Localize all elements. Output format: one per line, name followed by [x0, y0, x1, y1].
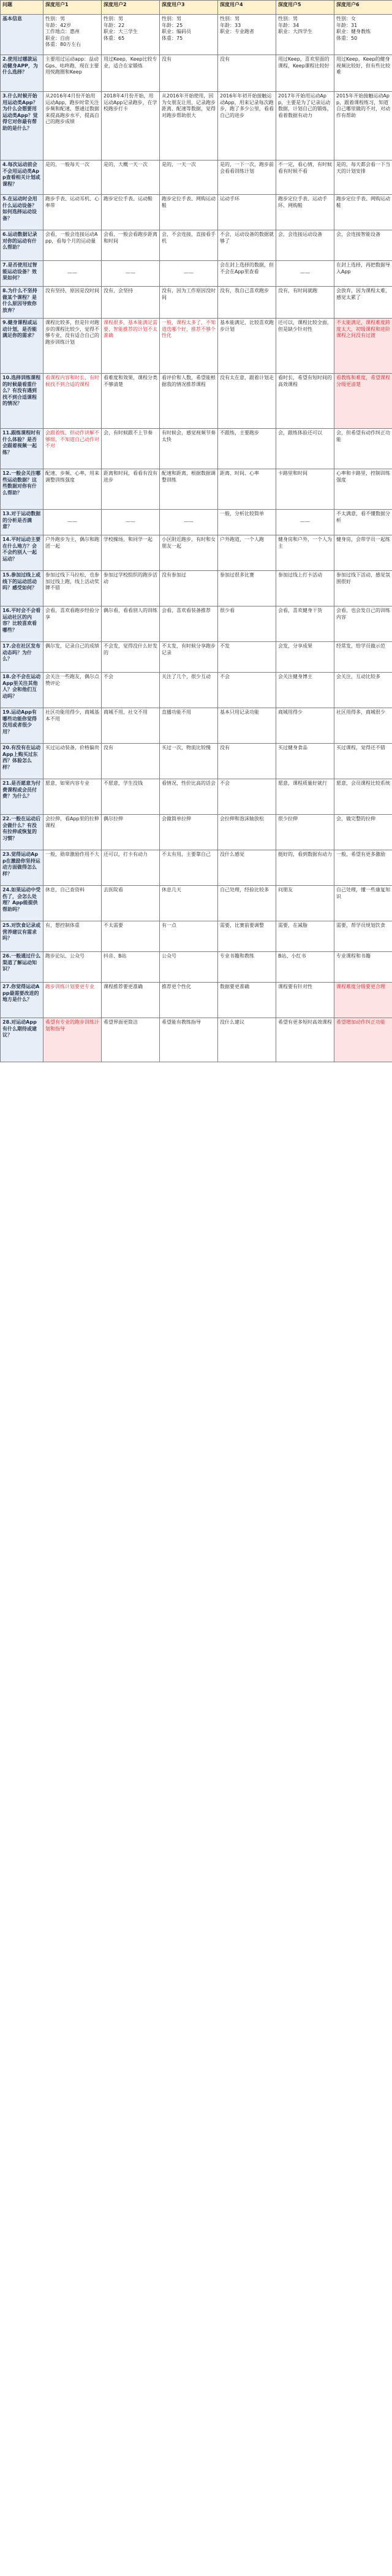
answer-cell-user2: 会看，一般会看跑步距离和时间 [102, 230, 160, 261]
answer-cell-user5: 会，跟练体验还可以 [276, 429, 334, 469]
answer-cell-user2: 商城不用，社交不用 [102, 708, 160, 744]
table-row [1, 261, 392, 287]
answer-cell-user2: 不会 [102, 673, 160, 708]
answer-cell-user2: 性别：男 年龄：22 职业：大三学生 体重：65 [102, 15, 160, 55]
table-row [1, 469, 392, 510]
answer-cell-user1: 跑步手表、运动耳机、心率带 [43, 195, 102, 230]
header-cell-user2: 深度用户2 [102, 1, 160, 15]
table-row [1, 673, 392, 708]
answer-cell-user6: 性别：女 年龄：31 职业：健身教练 体重：50 [334, 15, 392, 55]
answer-cell-user3: 推荐更个性化 [160, 983, 218, 1018]
answer-cell-user4: 没什么建议 [218, 1018, 276, 1062]
answer-cell-user4: 需要，比赛前要调整 [218, 921, 276, 952]
question-cell: 18.会不会在运动App里关注其他人？会和他们互动吗？ [1, 673, 43, 708]
answer-cell-user2: 不会发，觉得没什么好发的 [102, 642, 160, 673]
table-row [1, 319, 392, 374]
answer-cell-user4: 户外跑道，一个人跑 [218, 535, 276, 571]
answer-cell-user2: 去医院看 [102, 886, 160, 921]
answer-cell-user5: —— [276, 261, 334, 287]
answer-cell-user6: 社区用得多，商城很少 [334, 708, 392, 744]
answer-cell-user1: 会看，喜欢看跑步经验分享 [43, 606, 102, 642]
answer-cell-user5: 卡路里和时间 [276, 469, 334, 510]
answer-cell-user4: 专业书籍和教练 [218, 952, 276, 983]
table-row [1, 708, 392, 744]
answer-cell-user3: 配速和距离，根据数据调整训练 [160, 469, 218, 510]
answer-cell-user3: 会做简单拉伸 [160, 815, 218, 850]
answer-cell-user3: 关注了几个，很少互动 [160, 673, 218, 708]
table-row [1, 287, 392, 319]
question-cell: 23.觉得运动App在激励你坚持运动方面做得怎么样？ [1, 850, 43, 886]
answer-cell-user3: 希望能有教练指导 [160, 1018, 218, 1062]
answer-cell-user3: 跑步定位手表、网购运动鞋 [160, 195, 218, 230]
answer-cell-user1: 会拉伸，看App里的拉伸课程 [43, 815, 102, 850]
question-cell: 12.一般会关注哪些运动数据？这些数据对你有什么帮助？ [1, 469, 43, 510]
answer-cell-user1: 参加过线下马拉松，也参加过线上跑，线上活动奖牌不错 [43, 571, 102, 606]
answer-cell-user4: 运动手环 [218, 195, 276, 230]
answer-cell-user6: 心率和卡路里，控制训练强度 [334, 469, 392, 510]
table-row [1, 850, 392, 886]
question-cell: 19.运动App有哪些功能你觉得没用或者很少用？ [1, 708, 43, 744]
answer-cell-user6: 希望增加动作纠正功能 [334, 1018, 392, 1062]
answer-cell-user3: 性别：男 年龄：25 职业：编码员 体重：75 [160, 15, 218, 55]
answer-cell-user1: —— [43, 261, 102, 287]
table-row [1, 161, 392, 195]
answer-cell-user1: 偶尔发，记录自己的成绩 [43, 642, 102, 673]
answer-cell-user4: 会在封上选择的数据，但不会在App里查看 [218, 261, 276, 287]
table-row [1, 230, 392, 261]
answer-cell-user4: 很少看 [218, 606, 276, 642]
answer-cell-user3: 不太有用，主要靠自己 [160, 850, 218, 886]
table-row [1, 606, 392, 642]
answer-cell-user3: 有一点 [160, 921, 218, 952]
table-row [1, 374, 392, 429]
answer-cell-user6: 健身房，会带学员一起练 [334, 535, 392, 571]
question-cell: 5.在运动时会用什么运动设备？如何选择运动设备？ [1, 195, 43, 230]
question-cell: 14.平时运动主要在什么地方？会不会约别人一起运动？ [1, 535, 43, 571]
question-cell: 16.平时会不会看运动社区的内容？比较喜欢看哪些？ [1, 606, 43, 642]
answer-cell-user2: 会，有时候跟不上节奏 [102, 429, 160, 469]
answer-cell-user5: 会，会连接运动设备 [276, 230, 334, 261]
answer-cell-user2: 跑步定位手表、运动鞋 [102, 195, 160, 230]
answer-cell-user1: 配速、步频、心率，用来调整训练强度 [43, 469, 102, 510]
answer-cell-user2: 距离和时间，看看有没有进步 [102, 469, 160, 510]
answer-cell-user3: 没有参加过 [160, 571, 218, 606]
question-cell: 27.你觉得运动App最需要改进的地方是什么？ [1, 983, 43, 1018]
answer-cell-user2: 是的，大概一天一次 [102, 161, 160, 195]
question-cell: 2.使用过哪款运动健身APP，为什么选择？ [1, 55, 43, 92]
answer-cell-user6: 自己处理，懂一些康复知识 [334, 886, 392, 921]
answer-cell-user3: —— [160, 510, 218, 535]
answer-cell-user1: 一般，勋章激励作用不大 [43, 850, 102, 886]
answer-cell-user5: 问朋友 [276, 886, 334, 921]
answer-cell-user5: 课程要有针对性 [276, 983, 334, 1018]
answer-cell-user4: 一般，分析比较简单 [218, 510, 276, 535]
answer-cell-user2: 用过Keep，Keep比较专业，适合在家锻炼 [102, 55, 160, 92]
answer-cell-user6: 是的，每天都会看一下当天的计划安排 [334, 161, 392, 195]
answer-cell-user2: 不太需要 [102, 921, 160, 952]
answer-cell-user4: 2016年年初开始接触运动App，用来记录每次跑步，跑了多少公里，看看自己的进步 [218, 92, 276, 161]
answer-cell-user3: 一般，课程太多了，不知道选哪个好，推荐不够个性化 [160, 319, 218, 374]
answer-cell-user3: 没有，因为工作原因没时间 [160, 287, 218, 319]
answer-cell-user6: 会看，也会发自己的训练内容 [334, 606, 392, 642]
answer-cell-user2: 2018年4月份开始，用运动App记录跑步，在学校跑步打卡 [102, 92, 160, 161]
question-cell: 10.选择训练课程的时候最看重什么？有没有遇到找不到合适课程的情况？ [1, 374, 43, 429]
question-cell: 20.有没有在运动App上购买过东西？体验怎么样？ [1, 744, 43, 779]
header-cell-user1: 深度用户1 [43, 1, 102, 15]
answer-cell-user6: 在封上选择，再把数据导入App [334, 261, 392, 287]
answer-cell-user5: 没有，有时间就跑 [276, 287, 334, 319]
table-row [1, 642, 392, 673]
answer-cell-user1: 买过运动装备，价格偏贵 [43, 744, 102, 779]
table-row [1, 510, 392, 535]
answer-cell-user5: 不一定，看心情，有时候看有时候不看 [276, 161, 334, 195]
question-cell: 17.会在社区发布动态吗？为什么？ [1, 642, 43, 673]
question-cell: 24.如果运动中受伤了，会怎么处理？App能提供帮助吗？ [1, 886, 43, 921]
answer-cell-user5: B站、小红书 [276, 952, 334, 983]
answer-cell-user4: 没什么感觉 [218, 850, 276, 886]
table-row [1, 952, 392, 983]
answer-cell-user4: 不发 [218, 642, 276, 673]
answer-cell-user3: 买过一次，物流比较慢 [160, 744, 218, 779]
table-body [1, 1, 392, 1062]
answer-cell-user5: 会发，分享成果 [276, 642, 334, 673]
answer-cell-user4: 不跟练，主要跑步 [218, 429, 276, 469]
question-cell: 6.运动数据记录对你的运动有什么帮助？ [1, 230, 43, 261]
answer-cell-user5: —— [276, 510, 334, 535]
answer-cell-user2: 课程很多，基本能满足需要，智能推荐的计划不太准确 [102, 319, 160, 374]
header-cell-user4: 深度用户4 [218, 1, 276, 15]
answer-cell-user1: 性别：男 年龄：42岁 工作地点：惠州 职业：自由 体重：80万左右 [43, 15, 102, 55]
answer-cell-user5: 挺好的，看到数据有动力 [276, 850, 334, 886]
answer-cell-user3: 直播功能不用 [160, 708, 218, 744]
answer-cell-user6: 会，但希望有动作纠正功能 [334, 429, 392, 469]
question-cell: 8.为什么不坚持做某个课程？是什么原因导致你放弃？ [1, 287, 43, 319]
answer-cell-user5: 2017年开始用运动App，主要是为了记录运动数据，计划自己的锻炼，看着数据有动力 [276, 92, 334, 161]
answer-cell-user6: 会，会连接智能设备 [334, 230, 392, 261]
answer-cell-user5: 会关注健身博主 [276, 673, 334, 708]
answer-cell-user6: 需要，帮学员规划饮食 [334, 921, 392, 952]
header-cell-user5: 深度用户5 [276, 1, 334, 15]
answer-cell-user2: 还可以，打卡有动力 [102, 850, 160, 886]
answer-cell-user6: 买过课程，觉得还不错 [334, 744, 392, 779]
answer-cell-user2: —— [102, 510, 160, 535]
answer-cell-user4: 距离、时间、心率 [218, 469, 276, 510]
answer-cell-user1: 户外跑步为主，偶尔和跑团一起 [43, 535, 102, 571]
answer-cell-user1: 跑步训练计划要更专业 [43, 983, 102, 1018]
answer-cell-user4: 参加过很多比赛 [218, 571, 276, 606]
answer-cell-user2: 课程推荐要更准确 [102, 983, 160, 1018]
answer-cell-user2: 没有 [102, 744, 160, 779]
header-cell-question: 问题 [1, 1, 43, 15]
answer-cell-user2: 偶尔看，看看别人的训练 [102, 606, 160, 642]
answer-cell-user2: —— [102, 261, 160, 287]
question-cell: 9.健身课程或运动计划，是否能满足你的需求？ [1, 319, 43, 374]
question-cell: 28.对运动App有什么期待或建议？ [1, 1018, 43, 1062]
answer-cell-user6: 会关注，互动比较多 [334, 673, 392, 708]
answer-cell-user4: 没有太在意，跟着计划走 [218, 374, 276, 429]
table-row [1, 983, 392, 1018]
answer-cell-user1: 休息，自己查资料 [43, 886, 102, 921]
table-row [1, 1018, 392, 1062]
answer-cell-user3: 公众号 [160, 952, 218, 983]
answer-cell-user4: 是的，一下一次，跑步前会看看训练计划 [218, 161, 276, 195]
question-cell: 25.对饮食记录或营养建议有需求吗？ [1, 921, 43, 952]
table-row [1, 779, 392, 815]
answer-cell-user6: 看教练和难度，希望课程分级更清楚 [334, 374, 392, 429]
answer-cell-user6: 一般，希望有更多激励 [334, 850, 392, 886]
answer-cell-user3: 看评价和人数，希望能根据我的情况推荐课程 [160, 374, 218, 429]
answer-cell-user4: 基本能满足，比较喜欢跑步计划 [218, 319, 276, 374]
answer-cell-user1: 没有坚持，原因是没时间 [43, 287, 102, 319]
answer-cell-user4: 没有 [218, 744, 276, 779]
answer-cell-user2: 偶尔拉伸 [102, 815, 160, 850]
answer-cell-user5: 愿意，课程质量好就行 [276, 779, 334, 815]
answer-cell-user1: 主要用过运动app：益动Gps、咕咚跑，现在主要用悦跑圈和Keep [43, 55, 102, 92]
table-row [1, 55, 392, 92]
header-cell-user6: 深度用户6 [334, 1, 392, 15]
answer-cell-user5: 健身房和户外，一个人为主 [276, 535, 334, 571]
answer-cell-user1: 跑步论坛、公众号 [43, 952, 102, 983]
answer-cell-user6: 会，做完整的拉伸 [334, 815, 392, 850]
table-row [1, 571, 392, 606]
answer-cell-user1: 会关注一些跑友，偶尔点赞评论 [43, 673, 102, 708]
answer-cell-user4: 不会，运动设备的数据就够了 [218, 230, 276, 261]
answer-cell-user6: 跑步定位手表、网购运动鞋 [334, 195, 392, 230]
answer-cell-user4: 不会 [218, 673, 276, 708]
question-cell: 7.是否使用过智能运动设备？效果如何？ [1, 261, 43, 287]
answer-cell-user3: 看情况，性价比高的话会 [160, 779, 218, 815]
answer-cell-user3: 没有 [160, 55, 218, 92]
table-row [1, 815, 392, 850]
table-row [1, 429, 392, 469]
answer-cell-user3: 不太发，有时候分享跑步记录 [160, 642, 218, 673]
answer-cell-user5: 还可以，课程比较全面，但是缺少针对性 [276, 319, 334, 374]
answer-cell-user6: 经常发，给学员做示范 [334, 642, 392, 673]
answer-cell-user6: 课程难度分级要更合理 [334, 983, 392, 1018]
answer-cell-user4: 性别：男 年龄：33 职业：专业跑者 [218, 15, 276, 55]
answer-cell-user3: 小区附近跑步，有时和女朋友一起 [160, 535, 218, 571]
answer-cell-user1: 看课程内容和时长，有时候找不到合适的课程 [43, 374, 102, 429]
answer-cell-user1: 课程比较多，但是针对跑步的课程比较少，觉得不够专业，没有适合自己的跑步训练计划 [43, 319, 102, 374]
answer-cell-user2: 学校操场，和同学一起 [102, 535, 160, 571]
question-cell: 11.跟练课程时有什么体验？是否会跟着视频一起练？ [1, 429, 43, 469]
answer-cell-user2: 抖音、B站 [102, 952, 160, 983]
answer-cell-user4: 不会 [218, 779, 276, 815]
answer-cell-user5: 跑步定位手表、运动手环、网购鞋 [276, 195, 334, 230]
answer-cell-user4: 没有，我自己喜欢跑步 [218, 287, 276, 319]
answer-cell-user4: 数据要更准确 [218, 983, 276, 1018]
question-cell: 22.一般在运动后会做什么？有没有拉伸或恢复的习惯？ [1, 815, 43, 850]
question-cell: 基本信息 [1, 15, 43, 55]
answer-cell-user1: 会看，一般会连接运动App，看每个月的运动量 [43, 230, 102, 261]
answer-cell-user5: 会看，喜欢健身干货 [276, 606, 334, 642]
answer-cell-user4: 自己处理，经验比较多 [218, 886, 276, 921]
answer-cell-user6: 会放弃，因为课程太难，感觉太累了 [334, 287, 392, 319]
answer-cell-user6: 专业课程和书籍 [334, 952, 392, 983]
answer-cell-user5: 希望有更多短时高效课程 [276, 1018, 334, 1062]
answer-cell-user4: 基本只用记录功能 [218, 708, 276, 744]
answer-cell-user3: 从2016年开始使用，因为女朋友让用，记录跑步距离、配速等数据，觉得对跑步帮助很大 [160, 92, 218, 161]
answer-cell-user2: 没有，会坚持 [102, 287, 160, 319]
answer-cell-user6: 不太满意，看不懂数据分析 [334, 510, 392, 535]
table-row [1, 535, 392, 571]
answer-cell-user2: 不愿意，学生没钱 [102, 779, 160, 815]
answer-cell-user3: 会，不会连接，直接看手机 [160, 230, 218, 261]
answer-cell-user3: —— [160, 261, 218, 287]
answer-cell-user1: 希望有专业的跑步训练计划和指导 [43, 1018, 102, 1062]
answer-cell-user6: 2015年开始接触运动App，跟着课程练习，知道自己哪里做的不对，对动作有帮助 [334, 92, 392, 161]
question-cell: 3.什么时候开始用运动类App？为什么会想要用运动类App？觉得它对你最有帮助的是什么？ [1, 92, 43, 161]
answer-cell-user2: 希望界面更简洁 [102, 1018, 160, 1062]
question-cell: 4.每次运动前会不会用运动类App查看相关计划或课程？ [1, 161, 43, 195]
answer-cell-user3: 休息几天 [160, 886, 218, 921]
answer-cell-user1: —— [43, 510, 102, 535]
answer-cell-user3: 是的，一天一次 [160, 161, 218, 195]
question-cell: 15.参加过线上或线下的运动活动吗？感受如何？ [1, 571, 43, 606]
answer-cell-user3: 有时候会，感觉视频节奏太快 [160, 429, 218, 469]
answer-cell-user5: 很少拉伸 [276, 815, 334, 850]
question-cell: 21.是否愿意为付费课程或会员付费？为什么？ [1, 779, 43, 815]
answer-cell-user5: 商城用得少 [276, 708, 334, 744]
table-row [1, 15, 392, 55]
answer-cell-user5: 参加过线上打卡活动 [276, 571, 334, 606]
question-cell: 13.对于运动数据的分析是否满意？ [1, 510, 43, 535]
answer-cell-user1: 从2016年4月份开始用运动App，跑步时常关注步频和配速，想通过数据来提高跑步水平，提高自己的跑步成绩 [43, 92, 102, 161]
answer-cell-user1: 是的，一般每天一次 [43, 161, 102, 195]
answer-cell-user6: 愿意，会员课程比较系统 [334, 779, 392, 815]
answer-cell-user1: 社区功能用得少，商城基本不用 [43, 708, 102, 744]
answer-cell-user5: 性别：男 年龄：34 职业：大四学生 [276, 15, 334, 55]
answer-cell-user6: 参加过线下活动，感觉氛围很好 [334, 571, 392, 606]
table-row [1, 744, 392, 779]
answer-cell-user5: 买过健身食品 [276, 744, 334, 779]
answer-cell-user6: 用过Keep，Keep的健身视频比较好，但有些比较难 [334, 55, 392, 92]
question-cell: 26.一般通过什么渠道了解运动知识？ [1, 952, 43, 983]
answer-cell-user5: 需要，在减脂 [276, 921, 334, 952]
answer-cell-user2: 参加过学校组织的跑步活动 [102, 571, 160, 606]
answer-cell-user2: 看难度和效果，课程分类不够清楚 [102, 374, 160, 429]
answer-cell-user1: 会跟着练，但动作讲解不够细，不知道自己动作对不对 [43, 429, 102, 469]
answer-cell-user4: 没有 [218, 55, 276, 92]
table-row [1, 886, 392, 921]
answer-cell-user1: 有，想控制体重 [43, 921, 102, 952]
table-row [1, 92, 392, 161]
table-row [1, 921, 392, 952]
header-row [1, 1, 392, 15]
header-cell-user3: 深度用户3 [160, 1, 218, 15]
answer-cell-user5: 看时长，希望有短时间的高效课程 [276, 374, 334, 429]
interview-table [0, 0, 392, 1062]
answer-cell-user3: 会看，喜欢看装备推荐 [160, 606, 218, 642]
answer-cell-user5: 用过Keep，喜欢里面的课程，Keep课程比较好 [276, 55, 334, 92]
table-row [1, 195, 392, 230]
answer-cell-user4: 会拉伸和泡沫轴放松 [218, 815, 276, 850]
answer-cell-user1: 愿意，如果内容专业 [43, 779, 102, 815]
answer-cell-user6: 不太能满足，课程难度跨度太大，初级课程和进阶课程之间没有过渡 [334, 319, 392, 374]
